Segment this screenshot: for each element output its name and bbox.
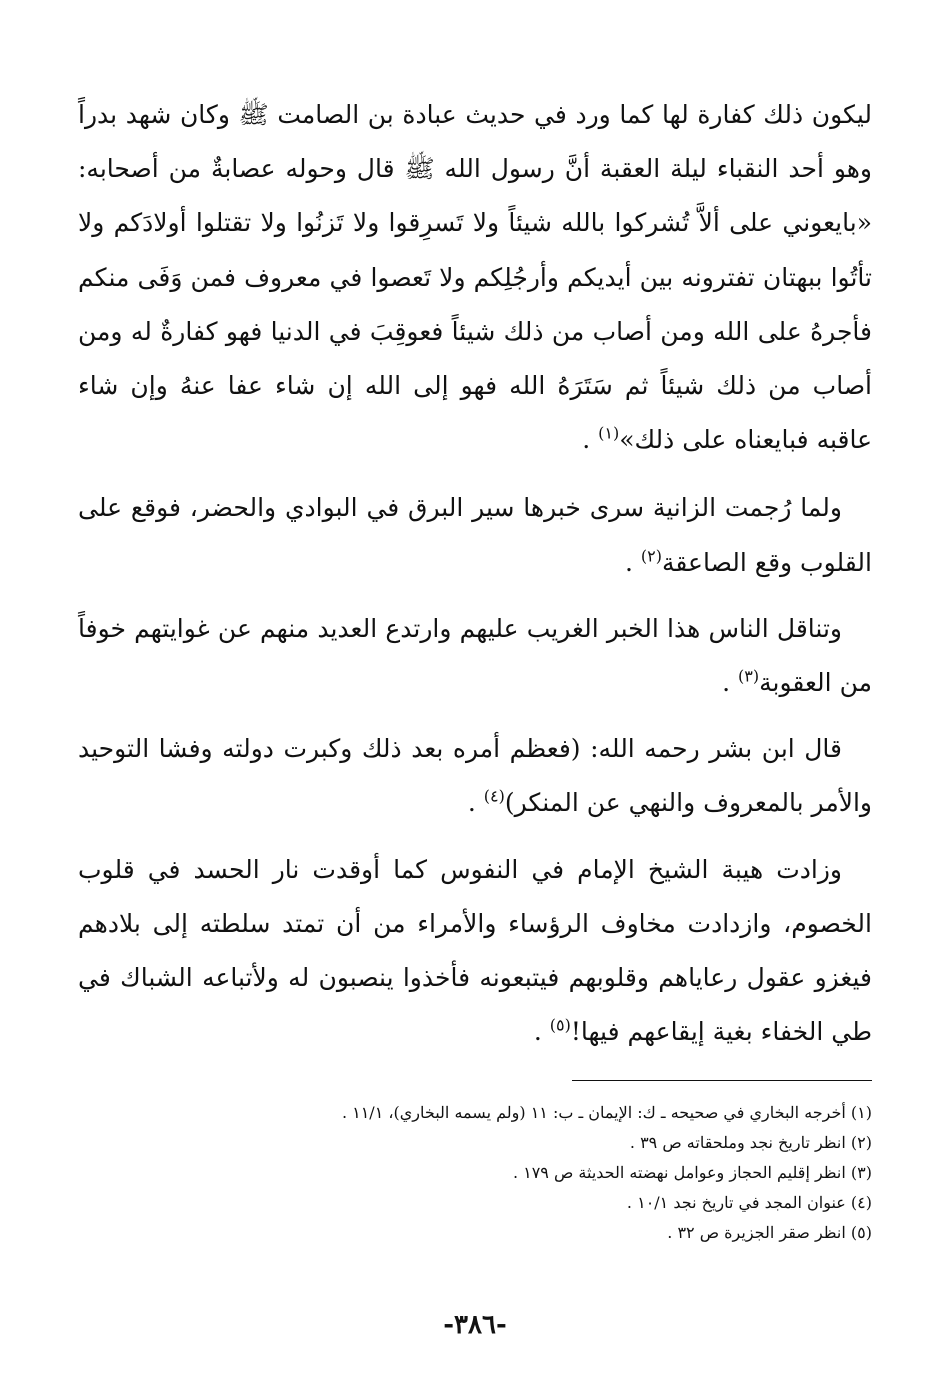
paragraph-3-text: وتناقل الناس هذا الخبر الغريب عليهم وارتدع العديد منهم عن غوايتهم خوفاً من العقوبة [78, 613, 872, 698]
main-text [78, 88, 872, 1071]
footnote-2: (٢) انظر تاريخ نجد وملحقاته ص ٣٩ . [629, 1133, 872, 1152]
footnote-3: (٣) انظر إقليم الحجاز وعوامل نهضته الحديثة ص ١٧٩ . [512, 1163, 872, 1182]
footnote-5: (٥) انظر صقر الجزيرة ص ٣٢ . [667, 1223, 872, 1242]
paragraph-4-end: . [467, 788, 484, 818]
footnote-ref-4: (٤) [483, 787, 505, 807]
paragraph-4 [78, 722, 872, 830]
footnote-ref-2: (٢) [640, 546, 662, 566]
footnotes [78, 1098, 872, 1248]
paragraph-1 [78, 88, 872, 467]
paragraph-4-text: قال ابن بشر رحمه الله: (فعظم أمره بعد ذلك وكبرت دولته وفشا التوحيد والأمر بالمعروف والنهي عن المنكر) [78, 734, 872, 818]
paragraph-5 [78, 843, 872, 1060]
footnote-separator [572, 1080, 872, 1081]
paragraph-1-text: ليكون ذلك كفارة لها كما ورد في حديث عبادة بن الصامت ﷺ وكان شهد بدراً وهو أحد النقباء ليلة العقبة أنَّ رسول الله ﷺ قال وحوله عصابةٌ من أصحابه: «بايعوني على ألاَّ تُشركوا بالله شيئاً ولا تَسرِقوا ولا تَزنُوا ولا تقتلوا أولادَكم ولا تأتُوا ببهتان تفترونه بين أيديكم وأرجُلِكم ولا تَعصوا في معروف فمن وَفَى منكم فأجرهُ على الله ومن أصاب من ذلك شيئاً فعوقِبَ في الدنيا فهو كفارةٌ له ومن أصاب من ذلك شيئاً ثم سَتَرَهُ الله فهو إلى الله إن شاء عفا عنهُ وإن شاء عاقبه فبايعناه على ذلك» [78, 100, 872, 455]
paragraph-3-end: . [722, 668, 738, 698]
paragraph-5-end: . [533, 1017, 550, 1047]
paragraph-5-text: وزادت هيبة الشيخ الإمام في النفوس كما أوقدت نار الحسد في قلوب الخصوم، وازدادت مخاوف الرؤساء والأمراء من أن تمتد سلطته إلى بلادهم فيغزو عقول رعاياهم وقلوبهم فيتبعونه فأخذوا ينصبون له ولأتباعه الشباك في طي الخفاء بغية إيقاعهم فيها! [78, 854, 872, 1047]
paragraph-2-text: ولما رُجمت الزانية سرى خبرها سير البرق في البوادي والحضر، فوقع على القلوب وقع الصاعقة [78, 493, 872, 577]
footnote-4: (٤) عنوان المجد في تاريخ نجد ١٠/١ . [626, 1193, 872, 1212]
footnote-ref-1: (١) [598, 423, 620, 443]
footnote-ref-5: (٥) [549, 1015, 571, 1035]
footnote-ref-3: (٣) [737, 666, 760, 686]
footnote-1: (١) أخرجه البخاري في صحيحه ـ ك: الإيمان ـ ب: ١١ (ولم يسمه البخاري)، ١١/١ . [341, 1103, 872, 1122]
paragraph-2 [78, 481, 872, 589]
page-number: -٣٨٦- [443, 1310, 507, 1340]
paragraph-2-end: . [625, 547, 641, 577]
paragraph-3 [78, 602, 872, 710]
paragraph-1-end: . [582, 425, 599, 455]
